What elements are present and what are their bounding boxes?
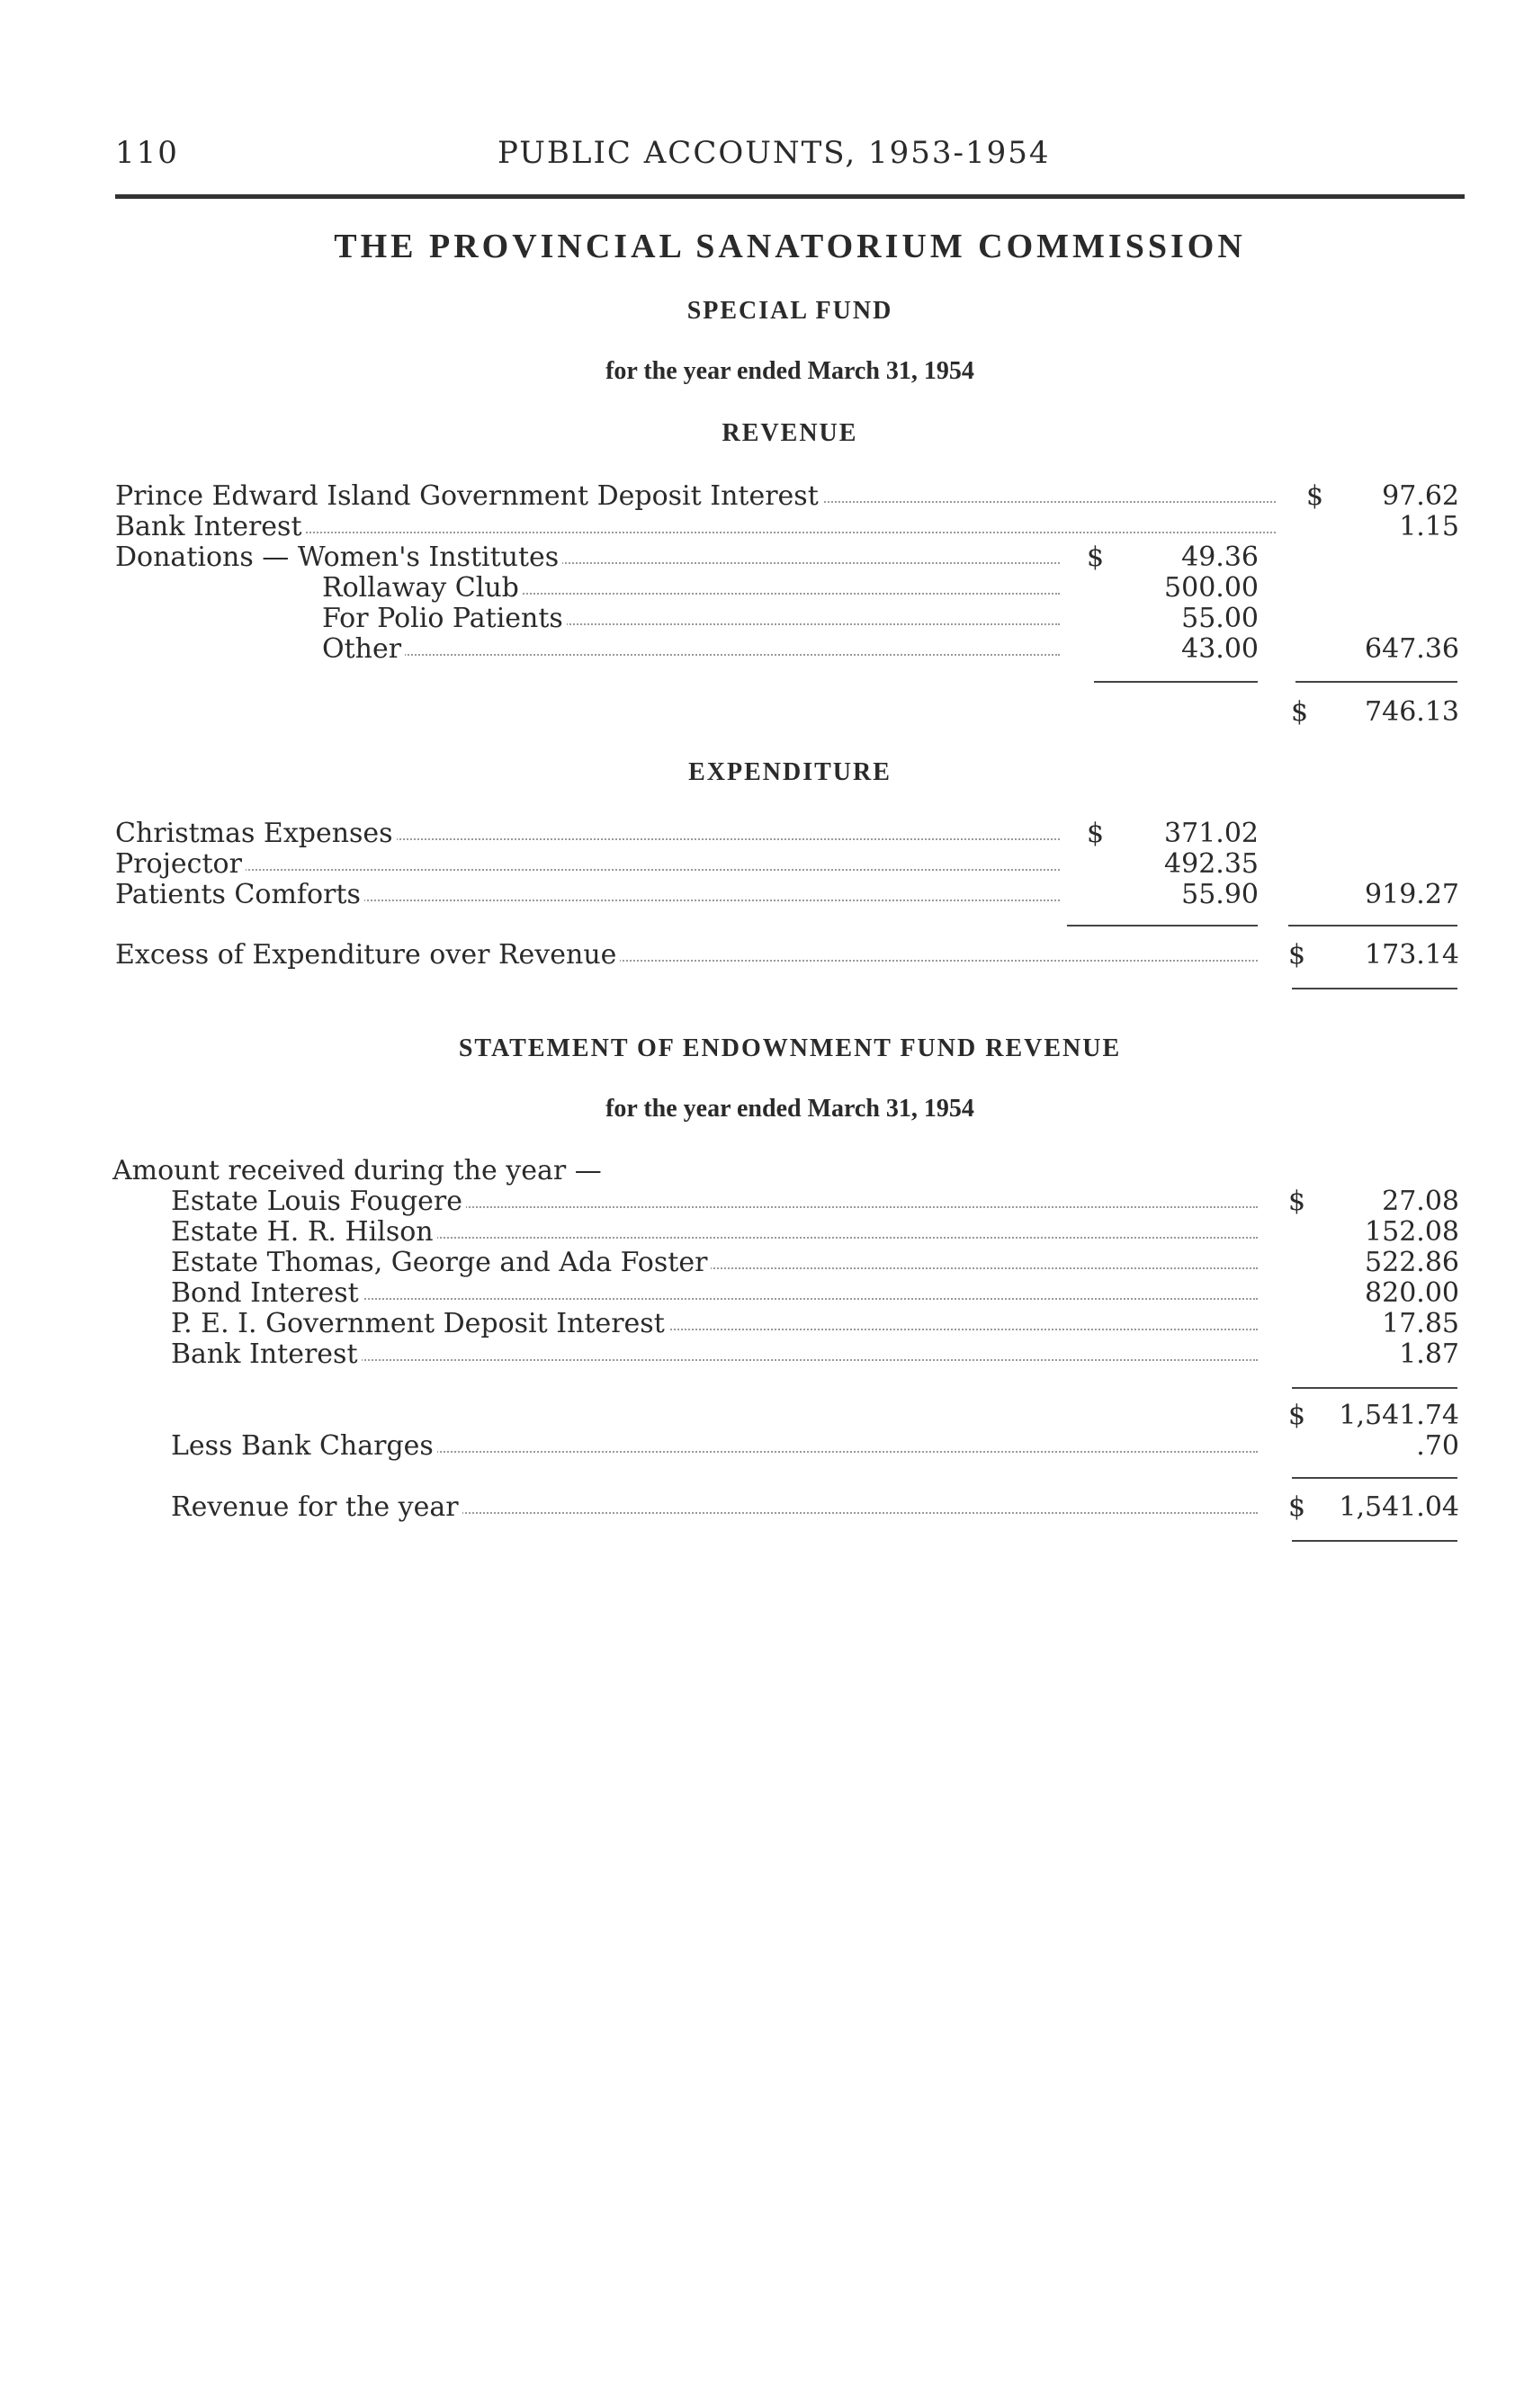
row-label: Estate Louis Fougere <box>171 1186 466 1217</box>
endowment-revenue-for-year-row <box>0 1492 1524 1523</box>
endowment-subtotal-row <box>0 1401 1524 1431</box>
endowment-row-estate-fougere <box>0 1186 1524 1217</box>
row-amount: 522.86 <box>1365 1247 1459 1278</box>
endowment-row-less-bank-charges <box>0 1431 1524 1462</box>
total-rule <box>1292 1540 1457 1542</box>
row-amount: 43.00 <box>1181 633 1259 665</box>
endowment-period: for the year ended March 31, 1954 <box>605 1095 974 1123</box>
endowment-intro-row <box>0 1156 1524 1186</box>
revenue-row-rollaway-club <box>0 573 1524 604</box>
row-amount: 492.35 <box>1164 848 1259 880</box>
revenue-total-row <box>0 697 1524 728</box>
currency-symbol: $ <box>1288 939 1306 971</box>
donations-total: 647.36 <box>1365 633 1459 665</box>
expenditure-heading: EXPENDITURE <box>688 758 892 786</box>
row-amount: 500.00 <box>1164 572 1259 604</box>
row-amount: 55.90 <box>1181 879 1259 910</box>
endowment-subtotal: 1,541.74 <box>1339 1400 1459 1431</box>
running-title: PUBLIC ACCOUNTS, 1953-1954 <box>498 135 1051 171</box>
expenditure-row-christmas-expenses <box>0 819 1524 849</box>
currency-symbol: $ <box>1291 696 1309 728</box>
revenue-row-other <box>0 634 1524 665</box>
row-label: Estate Thomas, George and Ada Foster <box>171 1248 711 1278</box>
subtotal-rule <box>1292 1387 1457 1389</box>
row-label: Rollaway Club <box>322 573 523 604</box>
row-amount: 820.00 <box>1365 1277 1459 1309</box>
subtotal-rule <box>1295 681 1457 683</box>
expenditure-row-patients-comforts <box>0 880 1524 910</box>
currency-symbol: $ <box>1087 542 1105 573</box>
currency-symbol: $ <box>1288 1491 1306 1523</box>
endowment-row-bond-interest <box>0 1278 1524 1309</box>
row-label: Less Bank Charges <box>171 1431 437 1462</box>
currency-symbol: $ <box>1087 818 1105 849</box>
currency-symbol: $ <box>1288 1400 1306 1431</box>
row-label: For Polio Patients <box>322 604 567 634</box>
row-label: P. E. I. Government Deposit Interest <box>171 1309 668 1339</box>
revenue-row-pei-deposit-interest <box>0 481 1524 512</box>
row-amount: 27.08 <box>1382 1186 1459 1217</box>
excess-row <box>0 940 1524 971</box>
row-label: Bank Interest <box>171 1339 362 1370</box>
revenue-row-polio-patients <box>0 604 1524 634</box>
subtotal-rule <box>1067 925 1258 926</box>
row-amount: 49.36 <box>1181 542 1259 573</box>
document-title: THE PROVINCIAL SANATORIUM COMMISSION <box>334 228 1246 265</box>
row-amount: 97.62 <box>1382 480 1459 512</box>
row-label: Bond Interest <box>171 1278 363 1309</box>
subtotal-rule <box>1288 925 1457 926</box>
page-number: 110 <box>115 135 179 171</box>
subtotal-rule <box>1094 681 1258 683</box>
row-amount: 1.87 <box>1399 1338 1459 1370</box>
expenditure-row-projector <box>0 849 1524 880</box>
leader-dots <box>322 654 1060 656</box>
currency-symbol: $ <box>1288 1186 1306 1217</box>
row-label: Other <box>322 634 405 665</box>
special-fund-period: for the year ended March 31, 1954 <box>605 357 974 385</box>
revenue-for-year-amount: 1,541.04 <box>1339 1491 1459 1523</box>
revenue-heading: REVENUE <box>722 419 858 447</box>
revenue-row-bank-interest <box>0 512 1524 542</box>
row-label: Donations — Women's Institutes <box>115 542 562 573</box>
expenditure-total: 919.27 <box>1365 879 1459 910</box>
endowment-heading: STATEMENT OF ENDOWNMENT FUND REVENUE <box>458 1034 1122 1062</box>
currency-symbol: $ <box>1306 480 1324 512</box>
total-rule <box>1292 988 1457 989</box>
revenue-row-donations-womens-institutes <box>0 542 1524 573</box>
row-label: Christmas Expenses <box>115 819 397 849</box>
header-rule <box>115 194 1465 199</box>
row-amount: .70 <box>1416 1430 1459 1462</box>
leader-dots <box>115 869 1060 871</box>
row-label: Estate H. R. Hilson <box>171 1217 437 1248</box>
excess-amount: 173.14 <box>1365 939 1459 971</box>
endowment-row-estate-hilson <box>0 1217 1524 1248</box>
revenue-total: 746.13 <box>1365 696 1459 728</box>
row-amount: 1.15 <box>1399 511 1459 542</box>
row-label: Revenue for the year <box>171 1492 462 1523</box>
row-label: Bank Interest <box>115 512 306 542</box>
row-label: Prince Edward Island Government Deposit Interest <box>115 481 822 512</box>
row-label: Excess of Expenditure over Revenue <box>115 940 620 971</box>
row-amount: 55.00 <box>1181 603 1259 634</box>
endowment-row-pei-deposit-interest <box>0 1309 1524 1339</box>
endowment-row-estate-foster <box>0 1248 1524 1278</box>
row-amount: 371.02 <box>1164 818 1259 849</box>
row-label: Projector <box>115 849 246 880</box>
row-amount: 17.85 <box>1382 1308 1459 1339</box>
endowment-row-bank-interest <box>0 1339 1524 1370</box>
row-amount: 152.08 <box>1365 1216 1459 1248</box>
row-label: Amount received during the year — <box>112 1156 605 1186</box>
row-label: Patients Comforts <box>115 880 364 910</box>
subtotal-rule <box>1292 1477 1457 1479</box>
special-fund-subtitle: SPECIAL FUND <box>686 297 893 325</box>
